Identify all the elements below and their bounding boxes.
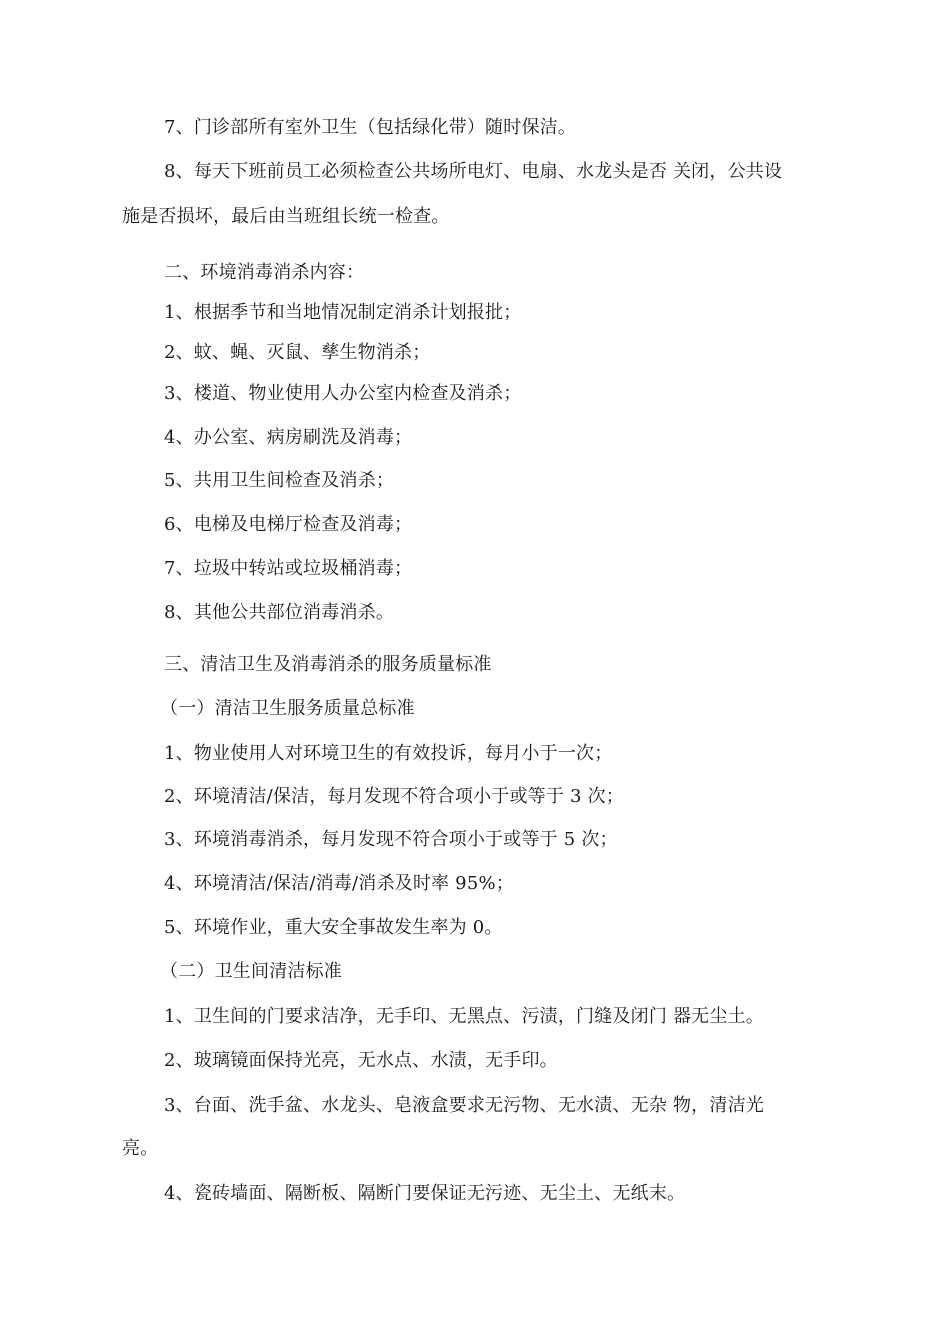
section-heading-3: 三、清洁卫生及消毒消杀的服务质量标准 — [164, 654, 492, 675]
list-item: 1、卫生间的门要求洁净，无手印、无黑点、污渍，门缝及闭门 器无尘土。 — [164, 1006, 764, 1027]
subsection-heading-2: （二）卫生间清洁标准 — [160, 961, 342, 982]
list-item: 4、环境清洁/保洁/消毒/消杀及时率 95%； — [164, 873, 514, 894]
list-item: 1、物业使用人对环境卫生的有效投诉，每月小于一次； — [164, 743, 613, 764]
list-item: 2、蚊、蝇、灭鼠、孳生物消杀； — [164, 342, 431, 363]
list-item: 3、楼道、物业使用人办公室内检查及消杀； — [164, 383, 522, 404]
list-item: 3、环境消毒消杀，每月发现不符合项小于或等于 5 次； — [164, 829, 618, 850]
list-item: 5、环境作业，重大安全事故发生率为 0。 — [164, 917, 503, 938]
paragraph-item-8-line1: 8、每天下班前员工必须检查公共场所电灯、电扇、水龙头是否 关闭，公共设 — [164, 161, 783, 182]
list-item: 8、其他公共部位消毒消杀。 — [164, 602, 395, 623]
section-heading-2: 二、环境消毒消杀内容： — [164, 262, 365, 283]
paragraph-item-7: 7、门诊部所有室外卫生（包括绿化带）随时保洁。 — [164, 117, 577, 138]
list-item: 5、共用卫生间检查及消杀； — [164, 470, 395, 491]
list-item: 2、玻璃镜面保持光亮，无水点、水渍，无手印。 — [164, 1050, 558, 1071]
list-item-line1: 3、台面、洗手盆、水龙头、皂液盒要求无污物、无水渍、无杂 物，清洁光 — [164, 1095, 764, 1116]
list-item: 1、根据季节和当地情况制定消杀计划报批； — [164, 302, 522, 323]
subsection-heading-1: （一）清洁卫生服务质量总标准 — [160, 698, 415, 719]
list-item-line2: 亮。 — [122, 1138, 159, 1159]
paragraph-item-8-line2: 施是否损坏，最后由当班组长统一检查。 — [122, 206, 450, 227]
list-item: 2、环境清洁/保洁，每月发现不符合项小于或等于 3 次； — [164, 786, 625, 807]
list-item: 7、垃圾中转站或垃圾桶消毒； — [164, 558, 413, 579]
list-item: 4、办公室、病房刷洗及消毒； — [164, 427, 413, 448]
list-item: 4、瓷砖墙面、隔断板、隔断门要保证无污迹、无尘土、无纸末。 — [164, 1183, 686, 1204]
list-item: 6、电梯及电梯厅检查及消毒； — [164, 514, 413, 535]
